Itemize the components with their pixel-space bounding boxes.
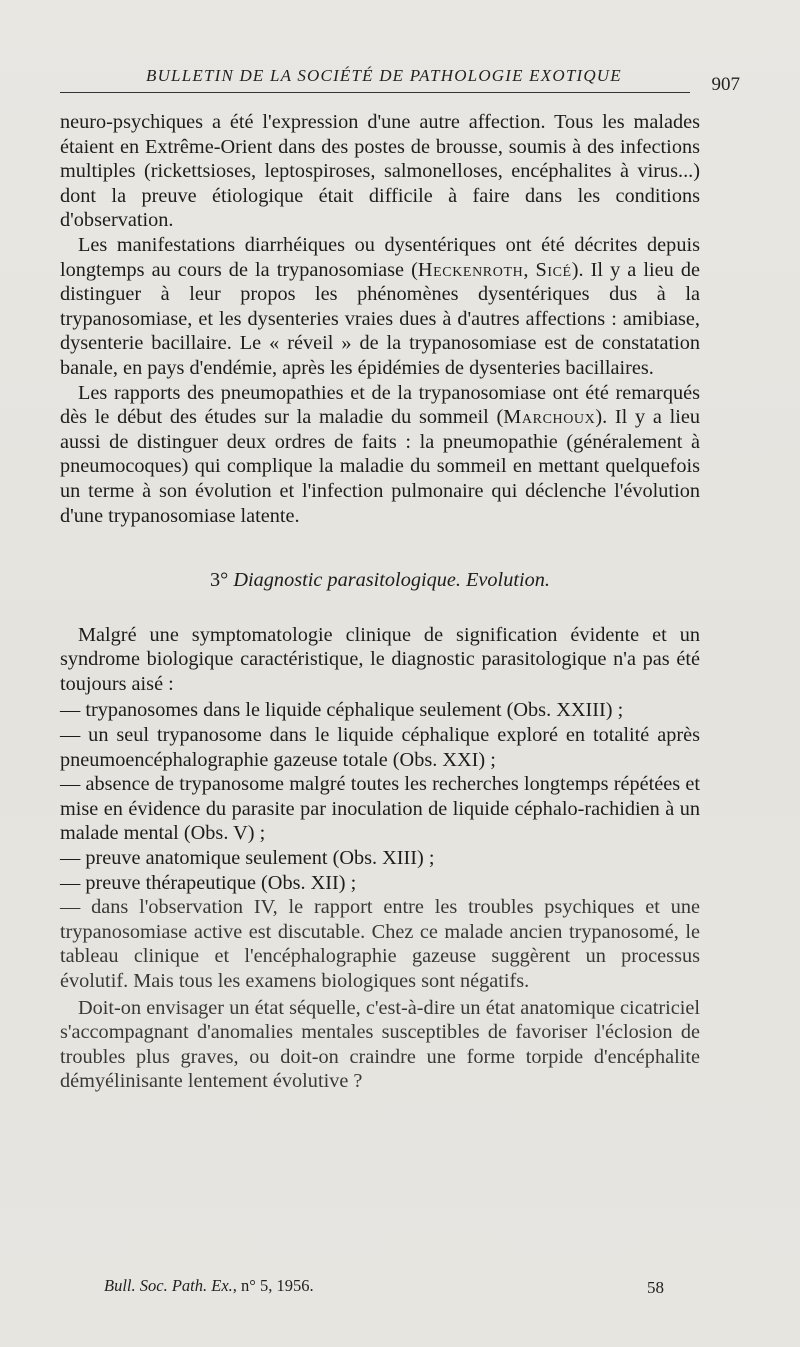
paragraph-closing-question: Doit-on envisager un état séquelle, c'est-à-dire un état anatomique cicatriciel s'accompagnant d'anomalies mentales susceptibles de favoriser l'éclosion de troubles plus graves, ou doit-on craindre une forme torpide d'encéphalite démyélinisante lentement évolutive ? bbox=[60, 996, 700, 1093]
journal-issue: , n° 5, 1956. bbox=[232, 1276, 314, 1295]
list-item: — trypanosomes dans le liquide céphalique seulement (Obs. XXIII) ; bbox=[60, 699, 624, 722]
page-header bbox=[60, 62, 740, 102]
section-heading bbox=[60, 568, 700, 593]
article-body bbox=[60, 110, 700, 1094]
list-item: — absence de trypanosome malgré toutes les recherches longtemps répétées et mise en évidence du parasite par inoculation de liquide céphalo-rachidien à un malade mental (Obs. V) ; bbox=[60, 773, 700, 845]
section-title: Diagnostic parasitologique. Evolution. bbox=[233, 569, 550, 592]
header-rule bbox=[60, 92, 690, 93]
page-footer bbox=[104, 1276, 664, 1296]
sheet-number: 58 bbox=[647, 1278, 664, 1297]
paragraph-diarrhea: Les manifestations diarrhéiques ou dysentériques ont été décrites depuis longtemps au cours de la trypanosomiase (Heckenroth, Sicé). Il y a lieu de distinguer à leur propos les phénomènes dysentériques dus à la trypanosomiase, et les dysenteries vraies dues à d'autres affections : amibiase, dysenterie bacillaire. Le « réveil » de la trypanosomiase est de constatation banale, en pays d'endémie, après les épidémies de dysenteries bacillaires. bbox=[60, 233, 701, 379]
running-title: BULLETIN DE LA SOCIÉTÉ DE PATHOLOGIE EXOTIQUE bbox=[146, 66, 622, 85]
journal-citation: Bull. Soc. Path. Ex. bbox=[104, 1276, 233, 1295]
list-item: — un seul trypanosome dans le liquide céphalique exploré en totalité après pneumoencéphalographie gazeuse totale (Obs. XXI) ; bbox=[60, 724, 700, 771]
paragraph-continuation: neuro-psychiques a été l'expression d'une autre affection. Tous les malades étaient en Extrême-Orient dans des postes de brousse, soumis à des infections multiples (rickettsioses, leptospiroses, salmonelloses, encéphalites à virus...) dont la preuve étiologique était difficile à faire dans les conditions d'observation. bbox=[60, 111, 700, 232]
author-heckenroth: Heckenroth bbox=[417, 258, 524, 281]
author-marchoux: Marchoux bbox=[503, 406, 596, 429]
page-number: 907 bbox=[711, 74, 740, 95]
section-number: 3° bbox=[210, 569, 229, 592]
list-item: — preuve anatomique seulement (Obs. XIII) ; bbox=[60, 847, 435, 870]
list-item: — preuve thérapeutique (Obs. XII) ; bbox=[60, 871, 357, 894]
list-item: — dans l'observation IV, le rapport entre les troubles psychiques et une trypanosomiase active est discutable. Chez ce malade ancien trypanosomé, le tableau clinique et l'encéphalographie gazeuse suggèrent un processus évolutif. Mais tous les examens biologiques sont négatifs. bbox=[60, 896, 700, 992]
author-sice: Sicé bbox=[535, 258, 572, 281]
paragraph-diagnostic-intro: Malgré une symptomatologie clinique de signification évidente et un syndrome biologique caractéristique, le diagnostic parasitologique n'a pas été toujours aisé : bbox=[60, 623, 700, 695]
paragraph-pneumopathies: Les rapports des pneumopathies et de la trypanosomiase ont été remarqués dès le début des études sur la maladie du sommeil (Marchoux). Il y a lieu aussi de distinguer deux ordres de faits : la pneumopathie (généralement à pneumocoques) qui complique la maladie du sommeil en mettant quelquefois un terme à son évolution et l'infection pulmonaire qui déclenche l'évolution d'une trypanosomiase latente. bbox=[60, 381, 700, 527]
